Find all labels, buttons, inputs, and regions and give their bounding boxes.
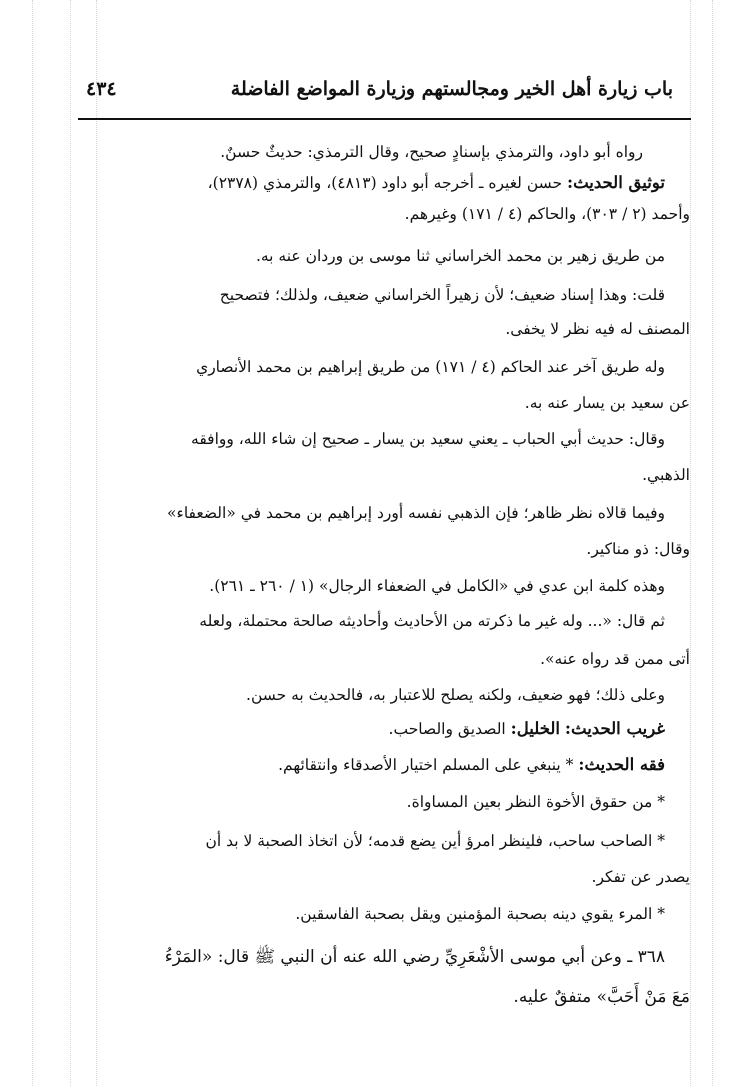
scan-guide-line <box>690 0 691 1086</box>
scan-guide-line <box>712 0 713 1086</box>
text-line: وله طريق آخر عند الحاكم (٤ / ١٧١) من طريق إبراهيم بن محمد الأنصاري <box>196 358 665 376</box>
scan-guide-line <box>32 0 33 1086</box>
text-line: الذهبي. <box>642 466 690 484</box>
text-line: وقال: حديث أبي الحباب ـ يعني سعيد بن يسار ـ صحيح إن شاء الله، ووافقه <box>191 430 665 448</box>
hadith-line: ٣٦٨ ـ وعن أبي موسى الأشْعَرِيِّ رضي الله عنه أن النبي ﷺ قال: «المَرْءُ <box>164 947 665 967</box>
text-line: رواه أبو داود، والترمذي بإسنادٍ صحيح، وقال الترمذي: حديثٌ حسنٌ. <box>220 143 643 161</box>
text-line: * من حقوق الأخوة النظر بعين المساواة. <box>406 793 665 811</box>
text-line: يصدر عن تفكر. <box>591 868 690 886</box>
text-line: توثيق الحديث: حسن لغيره ـ أخرجه أبو داود (٤٨١٣)، والترمذي (٢٣٧٨)، <box>207 173 665 192</box>
text-line: أتى ممن قد رواه عنه». <box>540 650 690 668</box>
text-line: ثم قال: «... وله غير ما ذكرته من الأحاديث وأحاديثه صالحة محتملة، ولعله <box>199 612 665 630</box>
hadith-line: مَعَ مَنْ أَحَبَّ» متفقٌ عليه. <box>513 987 690 1007</box>
text-line: * المرء يقوي دينه بصحبة المؤمنين ويقل بصحبة الفاسقين. <box>295 905 665 923</box>
text-line: فقه الحديث: * ينبغي على المسلم اختيار الأصدقاء وانتقائهم. <box>278 755 665 774</box>
text-line: وفيما قالاه نظر ظاهر؛ فإن الذهبي نفسه أورد إبراهيم بن محمد في «الضعفاء» <box>167 504 665 522</box>
text-line: وعلى ذلك؛ فهو ضعيف، ولكنه يصلح للاعتبار به، فالحديث به حسن. <box>246 686 665 704</box>
text-line: قلت: وهذا إسناد ضعيف؛ لأن زهيراً الخراساني ضعيف، ولذلك؛ فتصحيح <box>219 286 665 304</box>
header-rule <box>78 118 691 120</box>
scan-guide-line <box>70 0 71 1086</box>
text-line: وهذه كلمة ابن عدي في «الكامل في الضعفاء الرجال» (١ / ٢٦٠ ـ ٢٦١). <box>209 577 665 595</box>
page-number: ٤٣٤ <box>86 78 117 100</box>
text-line: عن سعيد بن يسار عنه به. <box>524 394 690 412</box>
section-label: فقه الحديث: <box>578 755 665 774</box>
text-line: * الصاحب ساحب، فلينظر امرؤ أين يضع قدمه؛ لأن اتخاذ الصحبة لا بد أن <box>205 832 665 850</box>
running-header <box>78 78 693 118</box>
text-line: من طريق زهير بن محمد الخراساني ثنا موسى بن وردان عنه به. <box>255 247 665 265</box>
scan-guide-line <box>96 0 97 1086</box>
text-line: وأحمد (٢ / ٣٠٣)، والحاكم (٤ / ١٧١) وغيرهم. <box>404 205 690 223</box>
section-label: توثيق الحديث: <box>566 173 665 192</box>
text-line: المصنف له فيه نظر لا يخفى. <box>505 320 690 338</box>
text-line: غريب الحديث: الخليل: الصديق والصاحب. <box>388 719 665 738</box>
text-line: وقال: ذو مناكير. <box>586 540 690 558</box>
section-label: غريب الحديث: <box>564 719 665 738</box>
chapter-title: باب زيارة أهل الخير ومجالستهم وزيارة المواضع الفاضلة <box>230 78 673 100</box>
glossary-term: الخليل: <box>510 719 560 738</box>
